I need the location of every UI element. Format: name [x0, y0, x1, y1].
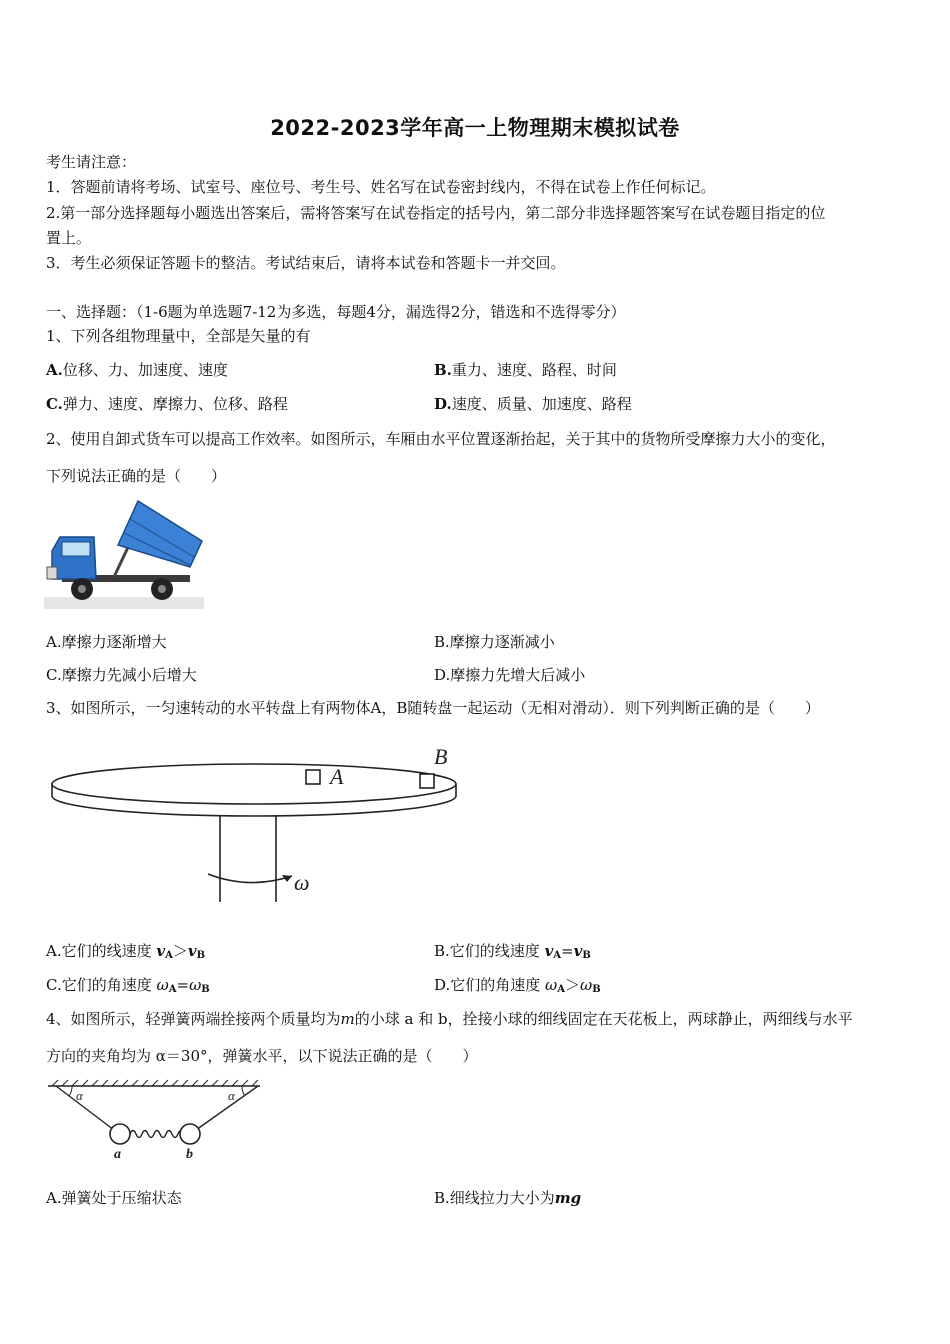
- q4-option-b: [434, 1188, 581, 1208]
- q3-option-c-sub: B: [201, 984, 210, 995]
- q3-option-b-text: B.它们的线速度: [434, 942, 545, 960]
- q4-stem-text: 的小球 a 和 b，拴接小球的细线固定在天花板上，两球静止，两细线与水平: [354, 1010, 853, 1028]
- alpha-label-left: α: [76, 1088, 83, 1103]
- q2-option-b: B.摩擦力逐渐减小: [434, 633, 555, 651]
- notice-item-1: 1．答题前请将考场、试室号、座位号、考生号、姓名写在试卷密封线内，不得在试卷上作任何标记。: [46, 178, 716, 196]
- ground-shadow: [44, 597, 204, 609]
- turntable-disc: [52, 764, 456, 804]
- q3-option-c-sub: A: [168, 984, 177, 995]
- q3-option-c-text: C.它们的角速度: [46, 976, 157, 994]
- ball-a-label: a: [114, 1147, 121, 1160]
- spring-balls-figure: [44, 1078, 264, 1160]
- q1-option-c-text: 弹力、速度、摩擦力、位移、路程: [62, 395, 288, 413]
- q3-option-a-var: v: [156, 942, 166, 960]
- q1-option-b: [434, 360, 617, 380]
- object-a-block: [306, 770, 320, 784]
- q3-option-b-sub: A: [553, 950, 562, 961]
- q3-option-d-var: ω: [545, 976, 558, 994]
- q1-option-d: [434, 394, 632, 414]
- q1-option-a-text: 位移、力、加速度、速度: [62, 361, 228, 379]
- truck-bumper: [47, 567, 57, 579]
- q4-option-a: A.弹簧处于压缩状态: [46, 1189, 182, 1207]
- q3-option-b-var: v: [573, 942, 583, 960]
- q3-option-a-sub: A: [165, 950, 173, 961]
- q3-option-c: [46, 975, 210, 1000]
- q4-stem-line1: [46, 1008, 853, 1030]
- dump-truck-figure: [44, 497, 204, 609]
- q1-option-b-text: 重力、速度、路程、时间: [451, 361, 617, 379]
- q3-option-b-var: v: [544, 942, 554, 960]
- page-title: 2022-2023学年高一上物理期末模拟试卷: [270, 116, 680, 140]
- notice-item-2: 2.第一部分选择题每小题选出答案后，需将答案写在试卷指定的括号内，第二部分非选择题答案写在试卷题目指定的位: [46, 204, 826, 222]
- ceiling-hatch: [52, 1080, 258, 1086]
- tipped-cargo-bed: [118, 501, 202, 567]
- q3-option-c-op: =: [176, 976, 190, 994]
- q1-option-d-letter: D.: [434, 395, 452, 413]
- ball-b: [180, 1124, 200, 1144]
- q1-option-c-letter: C.: [46, 395, 63, 413]
- q4-stem-text: 4、如图所示，轻弹簧两端拴接两个质量均为: [46, 1010, 341, 1028]
- q3-option-b-op: =: [561, 942, 574, 960]
- angle-arc-right: [242, 1086, 245, 1096]
- notice-heading: 考生请注意：: [46, 153, 137, 171]
- q2-option-c: C.摩擦力先减小后增大: [46, 666, 197, 684]
- alpha-label-right: α: [228, 1088, 235, 1103]
- q3-option-a-sub: B: [196, 950, 206, 961]
- omega-label: ω: [294, 870, 310, 895]
- q4-option-b-var: mg: [554, 1189, 582, 1207]
- q3-option-d-op: ＞: [565, 976, 581, 994]
- q3-option-d: [434, 975, 601, 1000]
- q3-option-a-var: v: [187, 942, 197, 960]
- string-a: [56, 1086, 114, 1130]
- object-b-block: [420, 774, 434, 788]
- q3-option-a-text: A.它们的线速度: [46, 942, 157, 960]
- object-b-label: B: [434, 744, 448, 769]
- q1-option-d-text: 速度、质量、加速度、路程: [451, 395, 632, 413]
- truck-window: [62, 542, 90, 556]
- string-b: [196, 1086, 258, 1130]
- q1-option-c: [46, 394, 288, 414]
- q4-stem-mass: m: [340, 1010, 355, 1028]
- q1-option-a: [46, 360, 228, 380]
- q3-option-b-sub: B: [582, 950, 591, 961]
- q2-option-d: D.摩擦力先增大后减小: [434, 666, 586, 684]
- q2-stem-line2: 下列说法正确的是（ ）: [46, 467, 227, 485]
- turntable-figure: [44, 740, 464, 910]
- section-heading: 一、选择题：（1-6题为单选题7-12为多选，每题4分，漏选得2分，错选和不选得零分）: [46, 303, 626, 321]
- rear-hub: [158, 585, 166, 593]
- notice-item-3: 3．考生必须保证答题卡的整洁。考试结束后，请将本试卷和答题卡一并交回。: [46, 254, 566, 272]
- q1-stem: 1、下列各组物理量中，全部是矢量的有: [46, 327, 311, 345]
- ball-a: [110, 1124, 130, 1144]
- q4-option-b-text: B.细线拉力大小为: [434, 1189, 555, 1207]
- q3-option-a-op: ＞: [172, 942, 188, 960]
- q3-option-d-var: ω: [580, 976, 593, 994]
- q3-option-d-text: D.它们的角速度: [434, 976, 546, 994]
- q4-stem-line2: 方向的夹角均为 α＝30°，弹簧水平，以下说法正确的是（ ）: [46, 1047, 478, 1065]
- q1-option-b-letter: B.: [434, 361, 452, 379]
- q3-stem: 3、如图所示，一匀速转动的水平转盘上有两物体A，B随转盘一起运动（无相对滑动）．则下列判断正确的是（ ）: [46, 699, 820, 717]
- q2-stem-line1: 2、使用自卸式货车可以提高工作效率。如图所示，车厢由水平位置逐渐抬起，关于其中的货物所受摩擦力大小的变化，: [46, 430, 836, 448]
- q1-option-a-letter: A.: [46, 361, 63, 379]
- q3-option-c-var: ω: [156, 976, 169, 994]
- q3-option-b: [434, 941, 591, 966]
- q3-option-d-sub: A: [557, 984, 566, 995]
- q3-option-c-var: ω: [189, 976, 202, 994]
- front-hub: [78, 585, 86, 593]
- q2-option-a: A.摩擦力逐渐增大: [46, 633, 167, 651]
- object-a-label: A: [330, 764, 344, 789]
- q3-option-a: [46, 941, 205, 966]
- angle-arc-left: [69, 1086, 72, 1096]
- notice-item-2-cont: 置上。: [46, 229, 92, 247]
- q3-option-d-sub: B: [592, 984, 601, 995]
- ball-b-label: b: [186, 1147, 193, 1160]
